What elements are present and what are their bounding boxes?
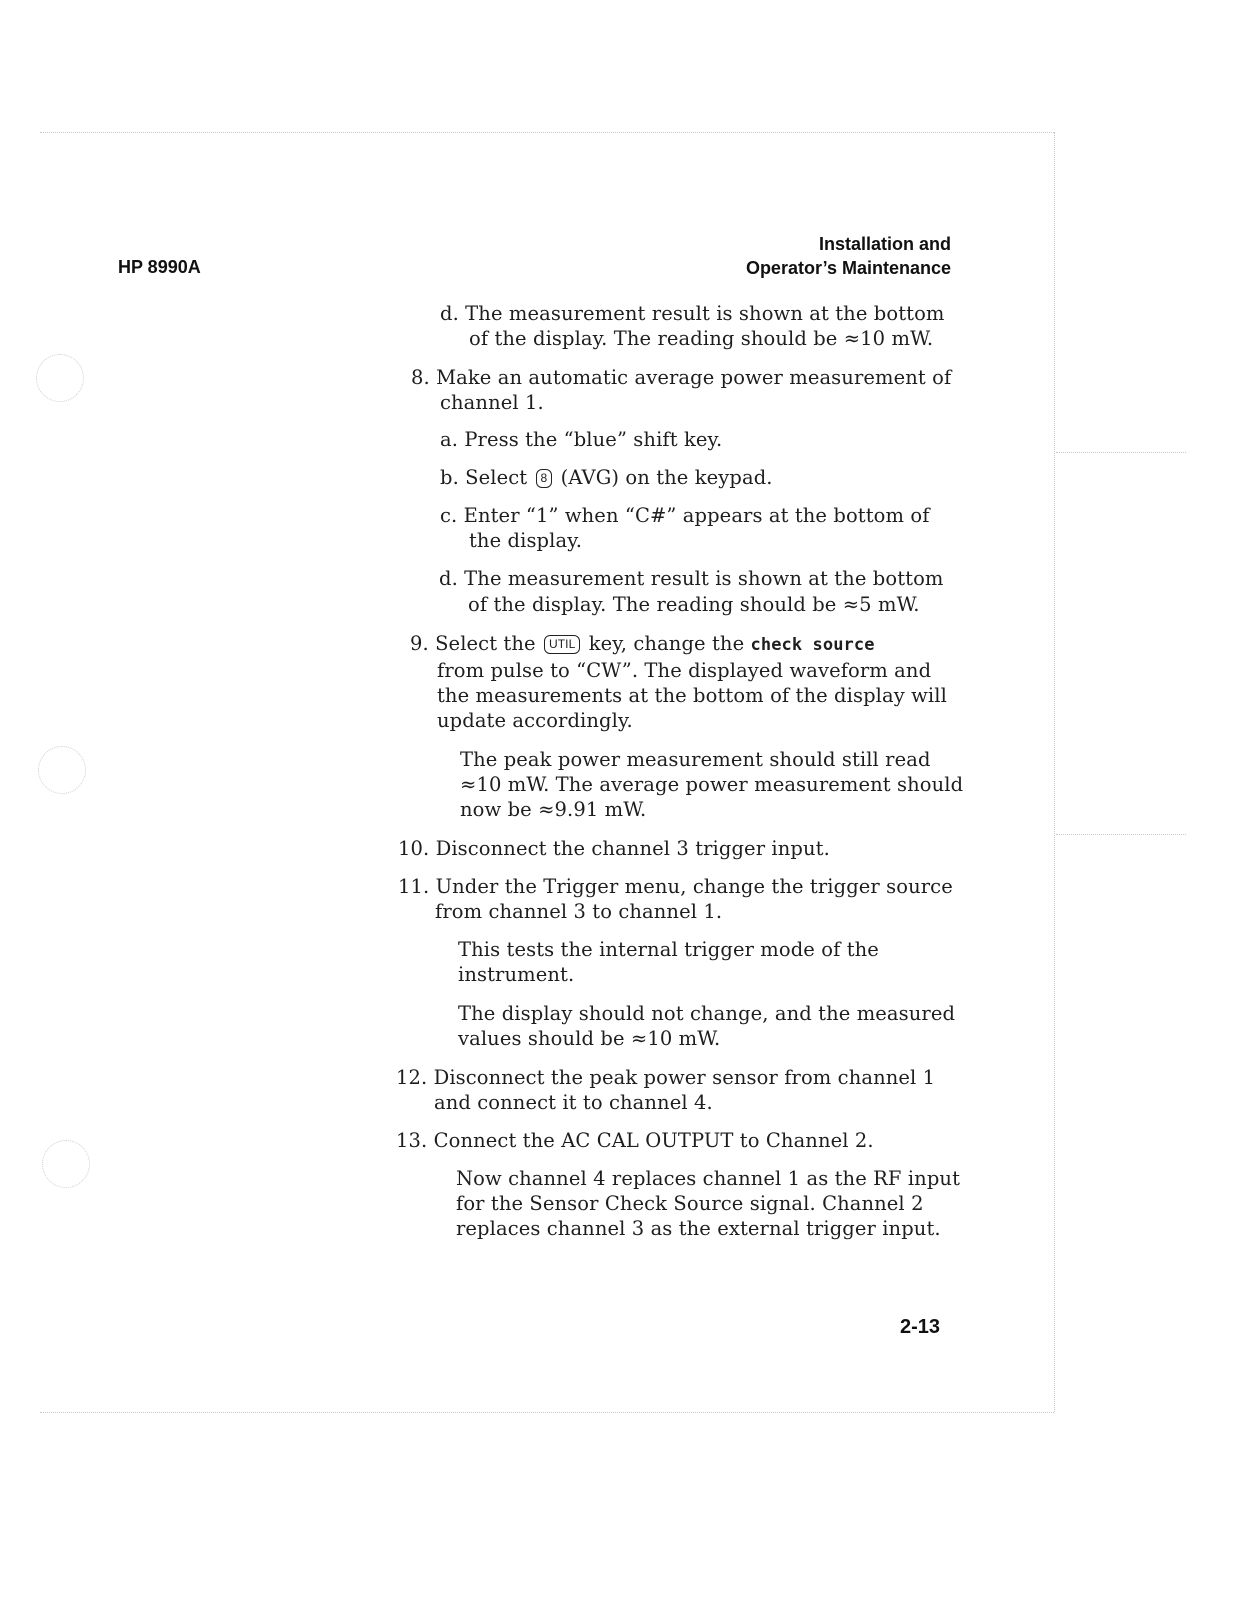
body-line: from pulse to “CW”. The displayed waveform and [437,659,932,682]
body-line: of the display. The reading should be ≈5 mW. [468,593,920,616]
code-text: check source [750,635,875,655]
body-line: The peak power measurement should still read [460,748,931,771]
text-run: 9. Select the [410,632,536,655]
body-line: d. The measurement result is shown at the bottom [439,567,944,590]
page-number: 2-13 [900,1316,941,1338]
body-line: a. Press the “blue” shift key. [440,428,723,451]
body-line: values should be ≈10 mW. [458,1027,721,1050]
body-line: 8. Make an automatic average power measurement of [411,366,952,389]
body-line: This tests the internal trigger mode of the [458,938,879,961]
margin-mark [1056,452,1186,453]
body-line: d. The measurement result is shown at the bottom [440,302,945,325]
body-line: 12. Disconnect the peak power sensor from channel 1 [396,1066,936,1089]
body-line: channel 1. [440,391,544,414]
page-border-top [40,132,1054,133]
body-line: ≈10 mW. The average power measurement should [460,773,964,796]
body-line: 11. Under the Trigger menu, change the trigger source [398,875,953,898]
text-run: (AVG) on the keypad. [560,466,773,489]
body-line [410,631,875,658]
body-line: replaces channel 3 as the external trigger input. [456,1217,941,1240]
body-line: The display should not change, and the measured [458,1002,956,1025]
body-line: the display. [469,529,583,552]
punch-hole [42,1140,90,1188]
punch-hole [38,746,86,794]
body-line: the measurements at the bottom of the display will [437,684,947,707]
body-line: 13. Connect the AC CAL OUTPUT to Channel 2. [396,1129,874,1152]
body-line: for the Sensor Check Source signal. Channel 2 [456,1192,924,1215]
page-border-bottom [40,1412,1054,1413]
body-line: and connect it to channel 4. [434,1091,713,1114]
key-util-icon: UTIL [544,635,580,654]
body-line: c. Enter “1” when “C#” appears at the bottom of [440,504,930,527]
model-header: HP 8990A [118,257,201,277]
body-line: now be ≈9.91 mW. [460,798,647,821]
section-title [746,232,951,280]
section-title-line2: Operator’s Maintenance [745,258,951,278]
section-title-line1: Installation and [818,234,951,254]
body-line: instrument. [458,963,575,986]
text-run: key, change the [588,632,745,655]
body-line [440,465,773,490]
body-line: Now channel 4 replaces channel 1 as the RF input [456,1167,961,1190]
body-line: from channel 3 to channel 1. [435,900,723,923]
text-run: b. Select [440,466,528,489]
key-8-icon: 8 [536,469,553,488]
body-line: of the display. The reading should be ≈10 mW. [469,327,934,350]
body-line: update accordingly. [437,709,633,732]
page-border-right [1054,132,1055,1412]
punch-hole [36,354,84,402]
body-line: 10. Disconnect the channel 3 trigger input. [398,837,830,860]
margin-mark [1056,834,1186,835]
